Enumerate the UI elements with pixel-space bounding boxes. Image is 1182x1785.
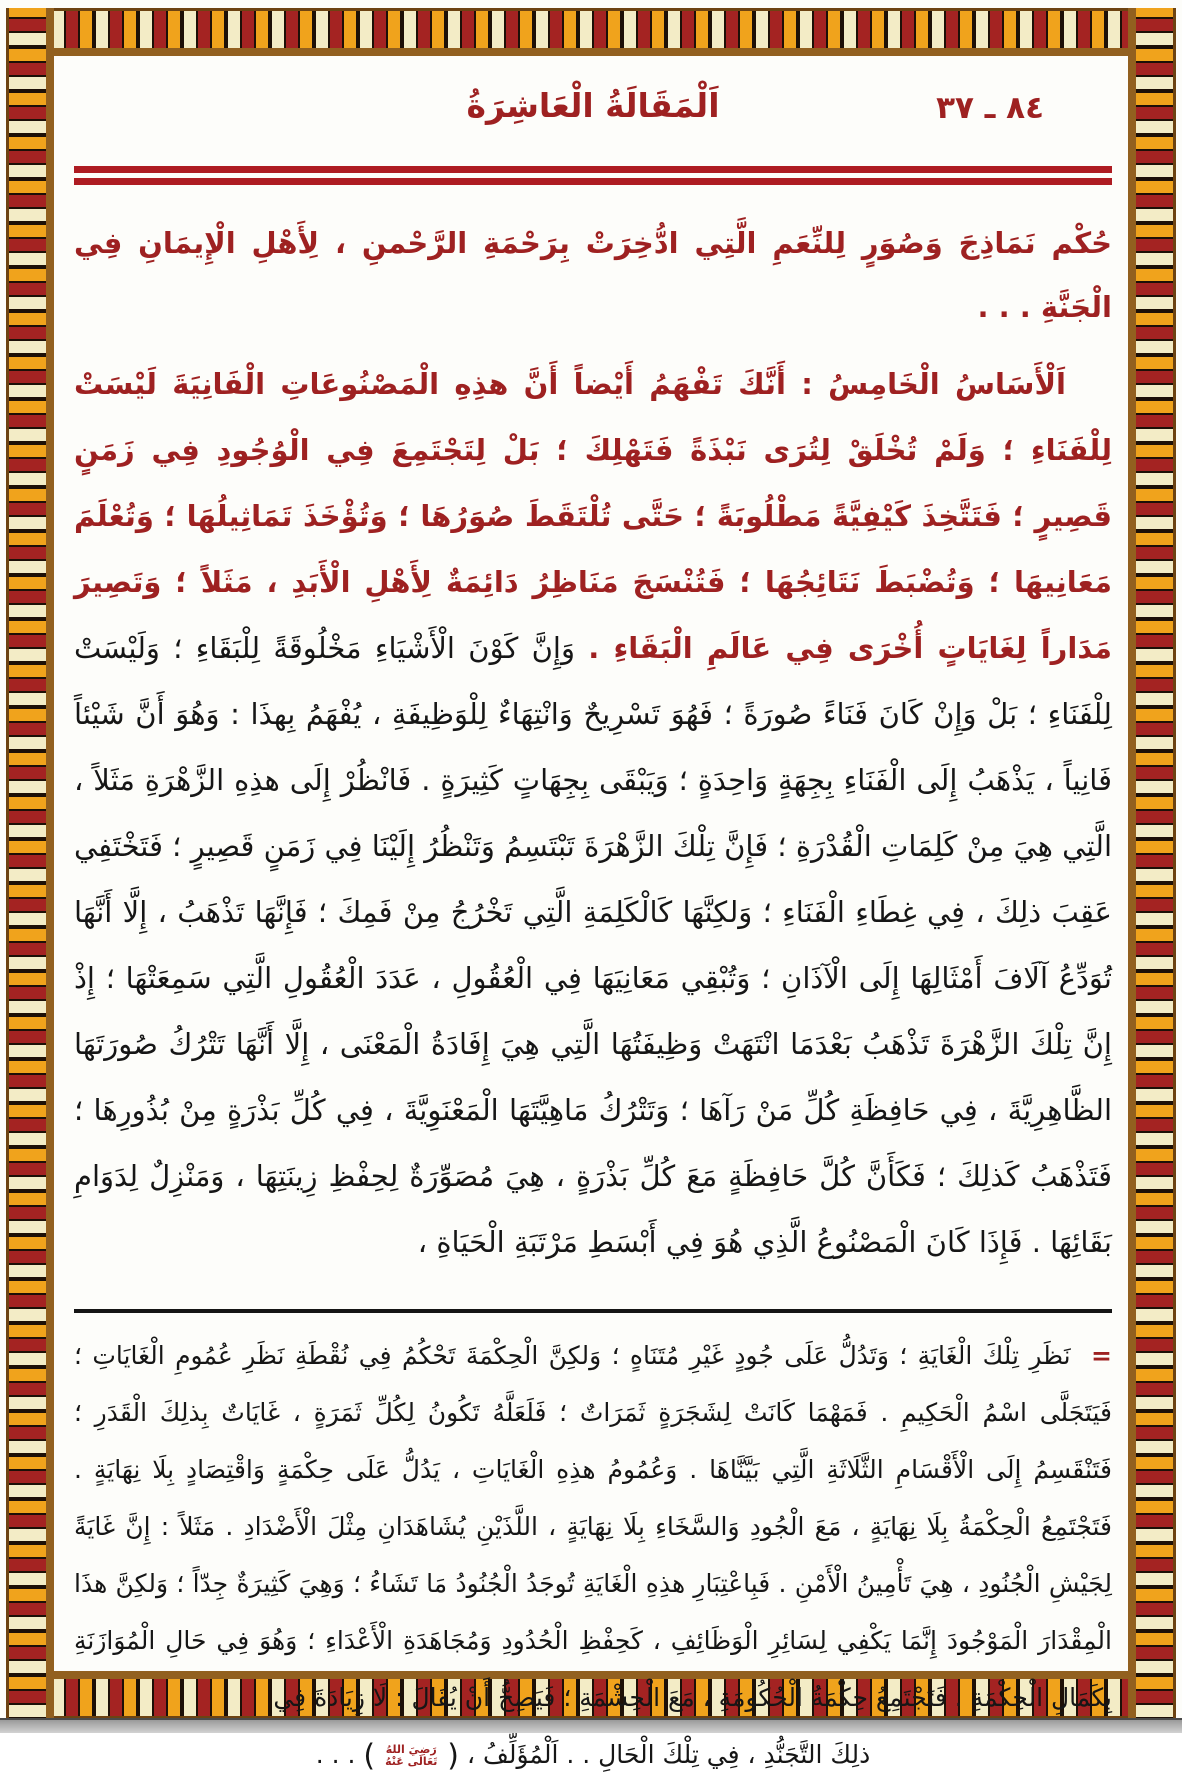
- footnote-last-line: [74, 1726, 1112, 1785]
- lead-red-text: اَلْأَسَاسُ الْخَامِسُ : أَنَّكَ تَفْهَمُ أَيْضاً أَنَّ هذِهِ الْمَصْنُوعَاتِ الْفَانِيَةَ لَيْسَتْ لِلْفَنَاءِ ؛ وَلَمْ تُخْلَقْ لِتُرَى نَبْذَةً فَتَهْلِكَ ؛ بَلْ لِتَجْتَمِعَ فِي الْوُجُودِ فِي زَمَنٍ قَصِيرٍ ؛ فَتَتَّخِذَ كَيْفِيَّةً مَطْلُوبَةً ؛ حَتَّى تُلْتَقَطَ صُوَرُهَا ؛ وَتُؤْخَذَ تَمَاثِيلُهَا ؛ وَتُعْلَمَ مَعَانِيهَا ؛ وَتُضْبَطَ نَتَائِجُهَا ؛ فَتُنْسَجَ مَنَاظِرُ دَائِمَةٌ لِأَهْلِ الْأَبَدِ ، مَثَلاً ؛ وَتَصِيرَ مَدَاراً لِغَايَاتٍ أُخْرَى فِي عَالَمِ الْبَقَاءِ .: [74, 367, 1113, 665]
- page-header: [74, 60, 1112, 152]
- title-divider: [74, 166, 1112, 185]
- page-content: [74, 60, 1113, 1774]
- seal-text-top: رَضِيَ اللهُ: [385, 1742, 437, 1756]
- page-number: ٨٤ ـ ٣٧: [936, 90, 1044, 126]
- seal-close-paren: ): [363, 1738, 376, 1774]
- body-black-text: وَإِنَّ كَوْنَ الْأَشْيَاءِ مَخْلُوقَةً لِلْبَقَاءِ ؛ وَلَيْسَتْ لِلْفَنَاءِ ؛ بَلْ وَإِنْ كَانَ فَنَاءً صُورَةً ؛ فَهُوَ تَسْرِيحٌ وَانْتِهَاءٌ لِلْوَظِيفَةِ ، يُفْهَمُ بِهذَا : وَهُوَ أَنَّ شَيْئاً فَانِياً ، يَذْهَبُ إِلَى الْفَنَاءِ بِجِهَةٍ وَاحِدَةٍ ؛ وَيَبْقَى بِجِهَاتٍ كَثِيرَةٍ . فَانْظُرْ إِلَى هذِهِ الزَّهْرَةِ مَثَلاً ، الَّتِي هِيَ مِنْ كَلِمَاتِ الْقُدْرَةِ ؛ فَإِنَّ تِلْكَ الزَّهْرَةَ تَبْتَسِمُ وَتَنْظُرُ إِلَيْنَا فِي زَمَنٍ قَصِيرٍ ؛ فَتَخْتَفِي عَقِبَ ذلِكَ ، فِي غِطَاءِ الْفَنَاءِ ؛ وَلكِنَّهَا كَالْكَلِمَةِ الَّتِي تَخْرُجُ مِنْ فَمِكَ ؛ فَإِنَّهَا تَذْهَبُ ، إِلَّا أَنَّهَا تُوَدِّعُ آلَافَ أَمْثَالِهَا إِلَى الْآذَانِ ؛ وَتُبْقِي مَعَانِيَهَا فِي الْعُقُولِ ، عَدَدَ الْعُقُولِ الَّتِي سَمِعَتْهَا ؛ إِذْ إِنَّ تِلْكَ الزَّهْرَةَ تَذْهَبُ بَعْدَمَا انْتَهَتْ وَظِيفَتُهَا الَّتِي هِيَ إِفَادَةُ الْمَعْنَى ، إِلَّا أَنَّهَا تَتْرُكُ صُورَتَهَا الظَّاهِرِيَّةَ ، فِي حَافِظَةِ كُلِّ مَنْ رَآهَا ؛ وَتَتْرُكُ مَاهِيَّتَهَا الْمَعْنَوِيَّةَ ، فِي كُلِّ بَذْرَةٍ مِنْ بُذُورِهَا ؛ فَتَذْهَبُ كَذلِكَ ؛ فَكَأَنَّ كُلَّ حَافِظَةٍ مَعَ كُلِّ بَذْرَةٍ ، هِيَ مُصَوِّرَةٌ لِحِفْظِ زِينَتِهَا ، وَمَنْزِلٌ لِدَوَامِ بَقَائِهَا . فَإِذَا كَانَ الْمَصْنُوعُ الَّذِي هُوَ فِي أَبْسَطِ مَرْتَبَةِ الْحَيَاةِ ،: [74, 631, 1112, 1259]
- intro-paragraph: حُكْم نَمَاذِجَ وَصُوَرٍ لِلنِّعَمِ الَّتِي ادُّخِرَتْ بِرَحْمَةِ الرَّحْمنِ ، لِأَهْلِ الْإِيمَانِ فِي الْجَنَّةِ . . .: [74, 226, 1112, 324]
- ornamental-border-left: [6, 8, 54, 1719]
- footnote-text: [74, 1327, 1112, 1726]
- ornamental-border-top: [6, 8, 1176, 56]
- footnote-end-text: ذلِكَ التَّجَنُّدِ ، فِي تِلْكَ الْحَالِ . . اَلْمُؤَلِّفُ ،: [466, 1740, 871, 1769]
- footnote-divider: [74, 1309, 1112, 1313]
- seal-text-bottom: تَعَالَى عَنْهُ: [385, 1755, 438, 1768]
- footnote-body-text: نَظَرِ تِلْكَ الْغَايَةِ ؛ وَتَدُلُّ عَلَى جُودٍ غَيْرِ مُتَنَاهٍ ؛ وَلكِنَّ الْحِكْمَةَ تَحْكُمُ فِي نُقْطَةِ نَظَرِ عُمُومِ الْغَايَاتِ ؛ فَيَتَجَلَّى اسْمُ الْحَكِيمِ . فَمَهْمَا كَانَتْ لِشَجَرَةٍ ثَمَرَاتٌ ؛ فَلَعَلَّهُ تَكُونُ لِكُلِّ ثَمَرَةٍ ، غَايَاتٌ بِذلِكَ الْقَدَرِ ؛ فَتَنْقَسِمُ إِلَى الْأَقْسَامِ الثَّلَاثَةِ الَّتِي بَيَّنَّاهَا . وَعُمُومُ هذِهِ الْغَايَاتِ ، يَدُلُّ عَلَى حِكْمَةٍ وَاقْتِصَادٍ بِلَا نِهَايَةٍ . فَتَجْتَمِعُ الْحِكْمَةُ بِلَا نِهَايَةٍ ، مَعَ الْجُودِ وَالسَّخَاءِ بِلَا نِهَايَةٍ ، اللَّذَيْنِ يُشَاهَدَانِ مِثْلَ الْأَضْدَادِ . مَثَلاً : إِنَّ غَايَةً لِجَيْشِ الْجُنُودِ ، هِيَ تَأْمِينُ الْأَمْنِ . فَبِاعْتِبَارِ هذِهِ الْغَايَةِ تُوجَدُ الْجُنُودُ مَا تَشَاءُ ؛ وَهِيَ كَثِيرَةٌ جِدّاً ؛ وَلكِنَّ هذَا الْمِقْدَارَ الْمَوْجُودَ إِنَّمَا يَكْفِي لِسَائِرِ الْوَظَائِفِ ، كَحِفْظِ الْحُدُودِ وَمُجَاهَدَةِ الْأَعْدَاءِ ؛ وَهُوَ فِي حَالِ الْمُوَازَنَةِ بِكَمَالِ الْحِكْمَةِ . فَتَجْتَمِعُ حِكْمَةُ الْحُكُومَةِ ، مَعَ الْحِشْمَةِ ؛ فَيَصِحُّ أَنْ يُقَالَ : لَا زِيَادَةَ فِي: [74, 1341, 1112, 1712]
- footnote-continuation-marker: =: [1091, 1341, 1112, 1370]
- seal-open-paren: (: [447, 1738, 459, 1774]
- page-edge-shadow: [0, 1718, 1182, 1733]
- footnote-ellipsis: . . .: [315, 1740, 356, 1769]
- main-paragraph: [74, 351, 1112, 1275]
- page-title: اَلْمَقَالَةُ الْعَاشِرَةُ: [466, 86, 720, 125]
- ornamental-border-right: [1128, 8, 1176, 1719]
- author-seal: [385, 1744, 437, 1768]
- footnote: [74, 1327, 1112, 1785]
